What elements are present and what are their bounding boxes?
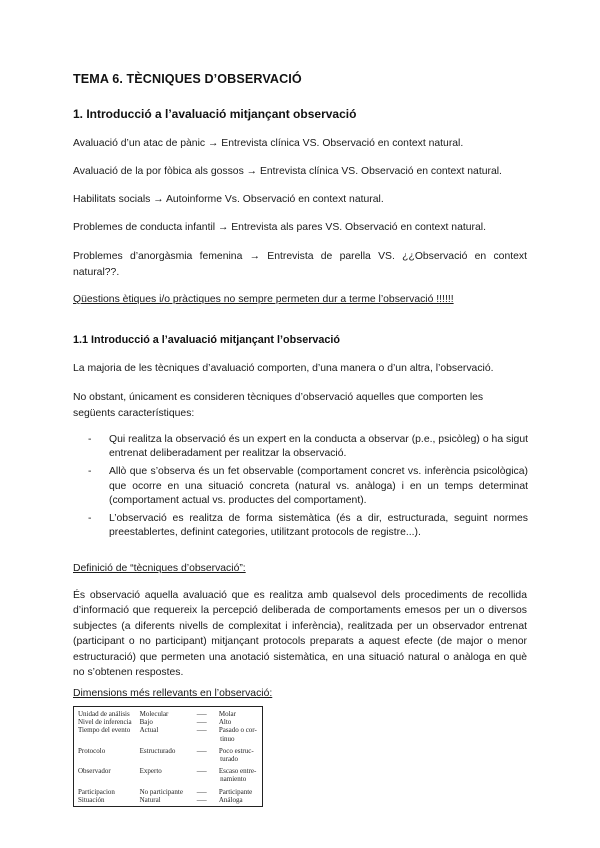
table-row: tinuo xyxy=(220,734,235,743)
table-row: Nivel de inferencia Bajo .......... Alto xyxy=(78,718,232,727)
table-row: turado xyxy=(220,755,239,764)
characteristics-paragraph: No obstant, únicament es consideren tècniques d’observació aquelles que comporten les següents característiques: xyxy=(73,392,484,419)
ethics-note: Qüestions ètiques i/o pràctiques no sempre permeten dur a terme l’observació !!!!!! xyxy=(73,294,454,305)
definition-text: És observació aquella avaluació que es realitza amb qualsevol dels procediments de recollida d’informació que requereix la percepció deliberada de comportaments emesos per un o diversos subjectes (a diferents nivells de complexitat i inferència), realitzada per un observador entrenat (participant o no participant) mitjançant protocols preparats a aquest efecte (de major o menor estructuració) que permeten una anotació sistemàtica, en una situació natural o anàloga en què no s’obtenen respostes. xyxy=(73,590,527,679)
dimensions-table xyxy=(73,706,263,807)
list-item: - L’observació es realitza de forma sistemàtica (és a dir, estructurada, seguint normes preestablertes, definint categories, utilitzant protocols de registre...). xyxy=(88,513,528,539)
dimensions-heading: Dimensions més rellevants en l’observació: xyxy=(73,688,273,699)
table-row: Participacion No participante .......... Participante xyxy=(78,787,253,796)
table-row: Observador Experto .......... Escaso entre- xyxy=(78,767,257,776)
list-item: - Allò que s’observa és un fet observable (comportament concret vs. inferència psicològica) que ocorre en una situació concreta (natural vs. anàloga) i en un temps determinat (comportament actual vs. productes del comportament). xyxy=(88,466,528,506)
table-row: Protocolo Estructurado .......... Poco estruc- xyxy=(78,746,254,755)
example-line-anorgasmia: Problemes d’anorgàsmia femenina → Entrevista de parella VS. ¿¿Observació en context natural??. xyxy=(73,251,527,278)
document-title: TEMA 6. TÈCNIQUES D’OBSERVACIÓ xyxy=(73,72,302,86)
definition-heading: Definició de “tècniques d’observació”: xyxy=(73,563,246,574)
list-item: - Qui realitza la observació és un expert en la conducta a observar (p.e., psicòleg) o ha sigut entrenat deliberadament per realitzar la observació. xyxy=(88,434,528,460)
table-row: Unidad de análisis Molecular .......... Molar xyxy=(78,710,236,718)
section-1-heading: 1. Introducció a l’avaluació mitjançant observació xyxy=(73,107,357,121)
intro-paragraph: La majoria de les tècniques d’avaluació comporten, d’una manera o d’un altra, l’observació. xyxy=(73,363,494,374)
section-1-1-heading: 1.1 Introducció a l’avaluació mitjançant l’observació xyxy=(73,334,341,346)
characteristics-list xyxy=(88,433,528,540)
table-row: namiento xyxy=(220,775,247,784)
example-line-phobia: Avaluació de la por fòbica als gossos → Entrevista clínica VS. Observació en context natural. xyxy=(73,166,502,177)
table-row: Tiempo del evento Actual .......... Pasado o cor- xyxy=(78,726,257,735)
example-line-child-conduct: Problemes de conducta infantil → Entrevista als pares VS. Observació en context natural. xyxy=(73,222,486,233)
example-line-social-skills: Habilitats socials → Autoinforme Vs. Observació en context natural. xyxy=(73,194,384,205)
example-line-panic: Avaluació d’un atac de pànic → Entrevista clínica VS. Observació en context natural. xyxy=(73,138,464,149)
table-row: Situación Natural .......... Análoga xyxy=(78,795,243,804)
